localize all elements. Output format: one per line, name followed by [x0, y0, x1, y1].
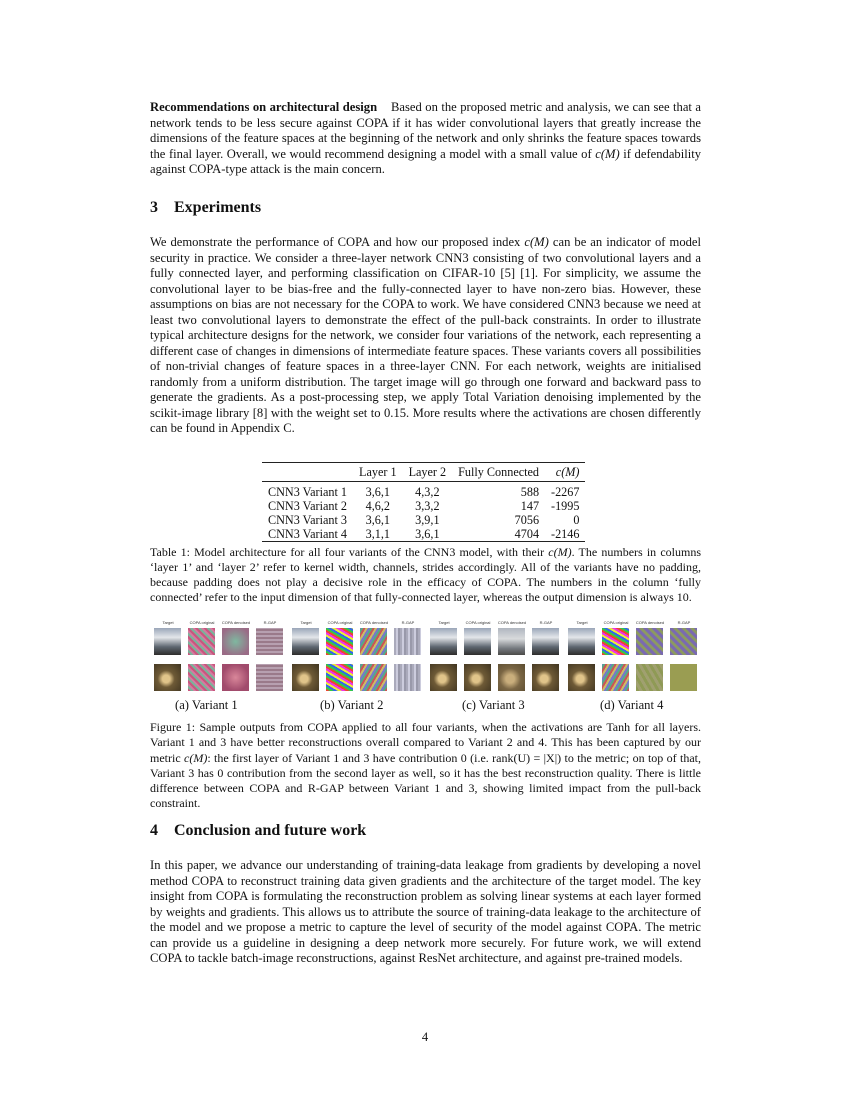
- conclusion-paragraph: [150, 858, 701, 967]
- reconstruction-image: [222, 664, 249, 691]
- reconstruction-image: [430, 628, 457, 655]
- cell: CNN3 Variant 3: [268, 512, 347, 527]
- experiments-paragraph: [150, 235, 701, 437]
- reconstruction-image: [154, 664, 181, 691]
- cell: 4704: [514, 526, 540, 541]
- reconstruction-image: [256, 628, 283, 655]
- text: ) to the metric; on top of that, Variant 3 has 0 contribution from the second layer as well, so it has the best reconstruction quality. There is little difference between COPA and R-GAP between Variant 1 and 3, showing limited impact from the pull-back constraint.: [150, 750, 702, 811]
- text: In this paper, we advance our understanding of training-data leakage from gradients by developing a novel method COPA to reconstruct training data given gradients and the architecture of the target model. The key insight from COPA is formulating the reconstruction problem as solving linear systems at each layer formed by weights and gradients. This allows us to attribute the source of training-data leakage to the architecture of the model and we propose a metric to capture the level of security of the model against COPA. The metric can provide us a guideline in designing a deep network more securely. For future work, we will extend COPA to tackle batch-image reconstructions, against ResNet architecture, and against pre-trained models.: [150, 858, 701, 965]
- section-number: 4: [150, 822, 158, 839]
- text: Figure 1: Sample outputs from COPA applied to all four variants, when the activations are Tanh for all layers. Variant 1 and 3 have better reconstructions overall compared to Variant 2 and 4. This has been captured by our metric: [150, 720, 701, 765]
- page-number: 4: [421, 1030, 429, 1044]
- table-row: [262, 482, 585, 499]
- figure-panel-variant-1: [154, 620, 284, 692]
- reconstruction-image: [326, 664, 353, 691]
- reconstruction-image: [568, 628, 595, 655]
- reconstruction-image: [256, 664, 283, 691]
- table-header-row: [262, 463, 585, 482]
- figure-panel-variant-3: [430, 620, 560, 692]
- text: if defendability against COPA-type attack is the main concern.: [150, 146, 701, 176]
- cell: -1995: [551, 498, 580, 513]
- column-label: Target: [576, 620, 588, 625]
- reconstruction-image: [154, 628, 181, 655]
- reconstruction-image: [292, 664, 319, 691]
- cell: 4,6,2: [365, 498, 390, 513]
- reconstruction-image: [326, 628, 353, 655]
- section-number: 3: [150, 199, 158, 216]
- section-heading-4: [150, 823, 701, 839]
- subcaption: (a) Variant 1: [175, 698, 238, 712]
- reconstruction-image: [394, 664, 421, 691]
- cell: 7056: [514, 512, 540, 527]
- column-label: COPA original: [465, 620, 491, 625]
- text: can be an indicator of model security in practice. We consider a three-layer network CNN3 consisting of two convolutional layers and a fully connected layer, and performing classification on CIFAR-10 [5] [1]. For simplicity, we assume the convolutional layer to be bias-free and the fully-connected layer to have non-zero bias. However, these assumptions on bias are not necessary for the COPA to work. We have considered CNN3 because we need at least two convolutional layers to demonstrate the effect of the pull-back constraints. In order to illustrate typical architecture designs for the network, we consider four variations of the network, each representing a different case of changes in dimensions of intermediate feature spaces. These variants covers all possibilities of non-trivial changes of feature spaces in a three-layer CNN. For each network, weights are initialised randomly from a uniform distribution. The target image will go through one forward and backward pass to generate the gradients. As a post-processing step, we apply Total Variation denoising implemented by the scikit-image library [8] with the weight set to 0.15. More results where the activations are chosen differently can be found in Appendix C.: [150, 235, 702, 435]
- cell: 3,6,1: [415, 526, 440, 541]
- text: We demonstrate the performance of COPA and how our proposed index: [150, 235, 525, 249]
- column-label: R-GAP: [677, 620, 691, 625]
- reconstruction-image: [360, 628, 387, 655]
- cell: 3,6,1: [365, 484, 390, 499]
- cell: 3,3,2: [415, 498, 440, 513]
- reconstruction-image: [498, 628, 525, 655]
- reconstruction-image: [188, 664, 215, 691]
- cell: -2146: [551, 526, 580, 541]
- reconstruction-image: [670, 628, 697, 655]
- column-label: COPA original: [603, 620, 629, 625]
- cell: CNN3 Variant 4: [268, 526, 347, 541]
- table-row: [262, 499, 585, 513]
- cell: CNN3 Variant 1: [268, 484, 347, 499]
- column-label: COPA denoised: [359, 620, 389, 625]
- reconstruction-image: [292, 628, 319, 655]
- column-label: Target: [438, 620, 450, 625]
- subcaption: (c) Variant 3: [462, 698, 525, 712]
- reconstruction-image: [602, 664, 629, 691]
- reconstruction-image: [670, 664, 697, 691]
- table-row: [262, 527, 585, 542]
- reconstruction-image: [430, 664, 457, 691]
- recommendations-paragraph: [150, 100, 701, 178]
- figure-caption: [150, 720, 701, 812]
- reconstruction-image: [360, 664, 387, 691]
- figure-panel-variant-4: [568, 620, 698, 692]
- column-label: Target: [162, 620, 174, 625]
- cell: 147: [520, 498, 540, 513]
- column-label: COPA denoised: [497, 620, 527, 625]
- header-cell: c(M): [545, 463, 585, 482]
- reconstruction-image: [222, 628, 249, 655]
- math: rank(U) = |X|: [492, 750, 558, 765]
- reconstruction-image: [464, 628, 491, 655]
- column-label: COPA original: [189, 620, 215, 625]
- cell: 3,1,1: [365, 526, 390, 541]
- reconstruction-image: [498, 664, 525, 691]
- text: Based on the proposed metric and analysis, we can see that a network tends to be less secure against COPA if it has wider convolutional layers that greatly increase the dimensions of the feature spaces at the beginning of the network and only shrinks the feature spaces towards the final layer. Overall, we would recommend designing a model with a small value of: [150, 100, 701, 161]
- table-row: [262, 513, 585, 527]
- subcaption: (d) Variant 4: [600, 698, 664, 712]
- column-label: COPA denoised: [635, 620, 665, 625]
- reconstruction-image: [636, 628, 663, 655]
- column-label: R-GAP: [539, 620, 553, 625]
- column-label: COPA denoised: [221, 620, 251, 625]
- header-cell: [262, 463, 353, 482]
- header-cell: Layer 1: [353, 463, 403, 482]
- math: c(M): [184, 750, 208, 765]
- column-label: R-GAP: [263, 620, 277, 625]
- reconstruction-image: [464, 664, 491, 691]
- reconstruction-image: [602, 628, 629, 655]
- column-label: R-GAP: [401, 620, 415, 625]
- cell: CNN3 Variant 2: [268, 498, 347, 513]
- section-title: Conclusion and future work: [174, 822, 367, 839]
- cell: 3,6,1: [365, 512, 390, 527]
- figure-1: [150, 620, 701, 692]
- paragraph-heading: Recommendations on architectural design: [150, 100, 378, 114]
- cell: 4,3,2: [415, 484, 440, 499]
- subcaption: (b) Variant 2: [320, 698, 384, 712]
- table-caption: [150, 545, 701, 605]
- header-cell: Fully Connected: [452, 463, 545, 482]
- column-label: Target: [300, 620, 312, 625]
- figure-panel-variant-2: [292, 620, 422, 692]
- cell: 0: [573, 512, 580, 527]
- header-cell: Layer 2: [403, 463, 453, 482]
- text: Table 1: Model architecture for all four variants of the CNN3 model, with their: [150, 545, 549, 559]
- reconstruction-image: [568, 664, 595, 691]
- text: . The numbers in columns ‘layer 1’ and ‘layer 2’ refer to kernel width, channels, strides accordingly. All of the variants have no padding, because padding does not play a decisive role in the efficacy of COPA. The numbers in the column ‘fully connected’ refer to the input dimension of that fully-connected layer, whereas the output dimension is always 10.: [150, 545, 702, 604]
- column-label: COPA original: [327, 620, 353, 625]
- cell: -2267: [551, 484, 580, 499]
- section-heading-3: [150, 200, 701, 216]
- math: c(M): [595, 146, 620, 161]
- cell: 588: [520, 484, 540, 499]
- reconstruction-image: [532, 628, 559, 655]
- reconstruction-image: [636, 664, 663, 691]
- cell: 3,9,1: [415, 512, 440, 527]
- table-1: [262, 462, 585, 542]
- reconstruction-image: [188, 628, 215, 655]
- math: c(M): [524, 235, 549, 249]
- section-title: Experiments: [174, 199, 262, 216]
- text: : the first layer of Variant 1 and 3 have contribution 0 (i.e.: [207, 750, 493, 765]
- math: c(M): [548, 545, 572, 559]
- reconstruction-image: [532, 664, 559, 691]
- reconstruction-image: [394, 628, 421, 655]
